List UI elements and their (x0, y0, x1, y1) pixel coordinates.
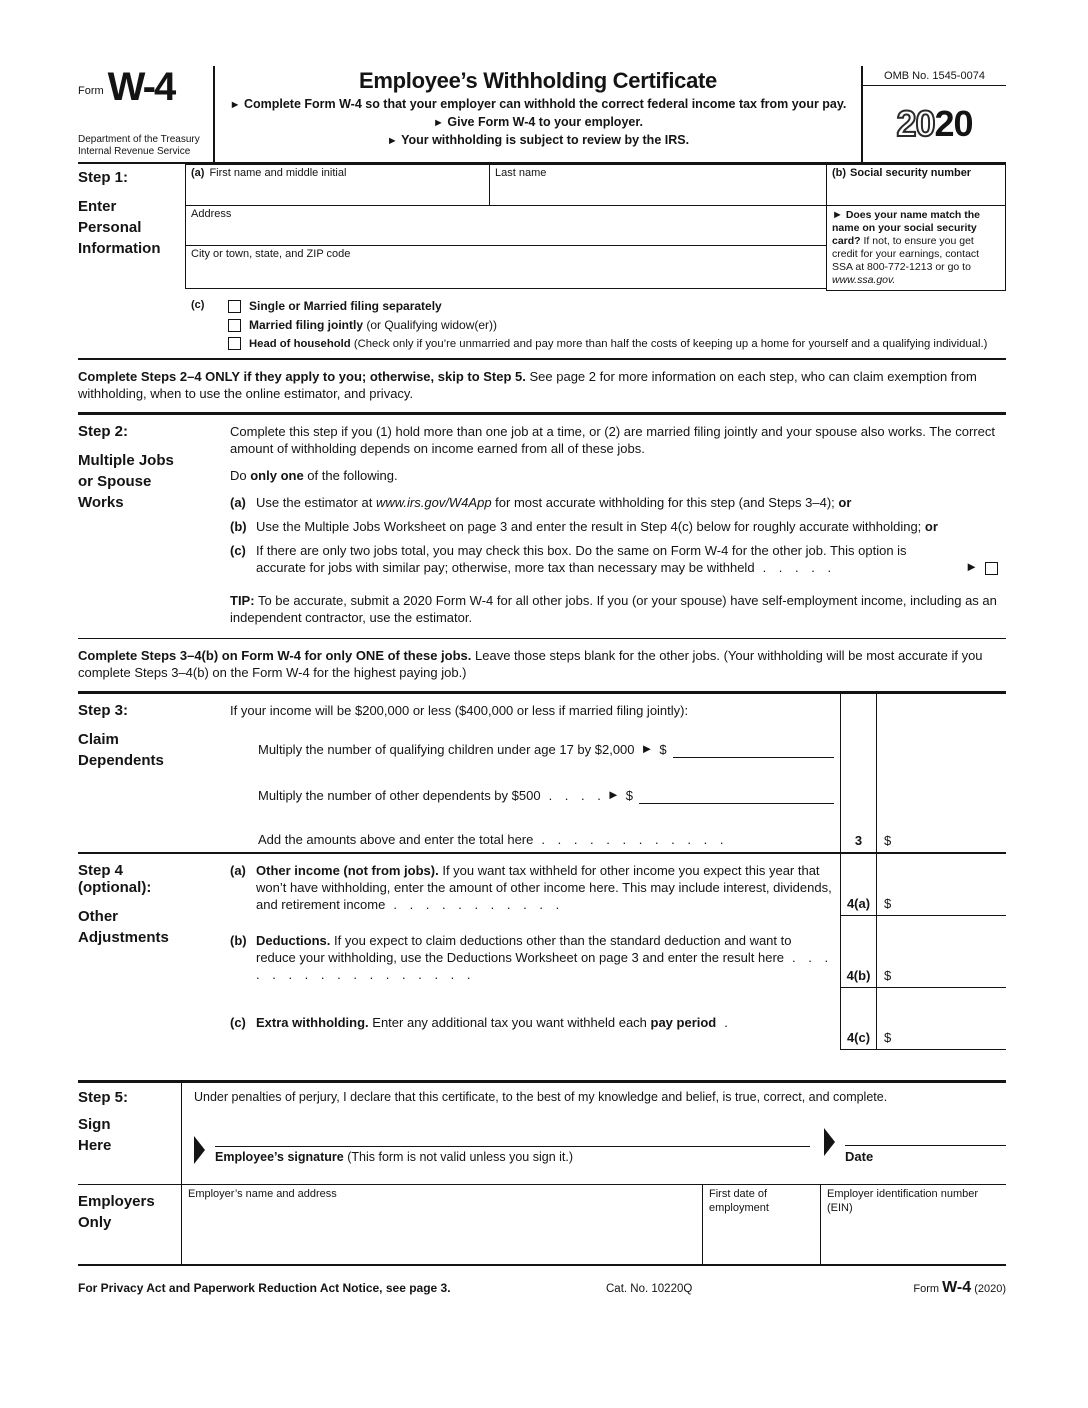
employee-signature-field[interactable] (215, 1129, 810, 1147)
dept-treasury: Department of the Treasury (78, 134, 200, 145)
ein-label: Employer identification number (EIN) (827, 1188, 979, 1214)
dot-leader: . . . . . (762, 560, 832, 575)
row-number-cell (840, 694, 876, 726)
year-bold: 20 (934, 103, 973, 144)
signature-caption-rest: (This form is not valid unless you sign it.) (343, 1150, 573, 1164)
step2-heading: Step 2: (78, 423, 129, 440)
amount-cell (876, 726, 1006, 772)
steps34-notice (78, 639, 1006, 691)
row-number-cell (840, 772, 876, 814)
arrow-right-icon: ► (229, 99, 241, 111)
last-name-label: Last name (495, 167, 547, 179)
address-label: Address (191, 208, 232, 220)
arrow-right-icon: ► (965, 559, 978, 574)
item-a-post: for most accurate withholding for this step (and Steps 3–4); (491, 495, 839, 510)
form-title-block (215, 66, 861, 162)
step2-do-one (230, 467, 1006, 484)
signature-arrow-icon (194, 1136, 205, 1164)
step2-label (78, 415, 230, 638)
ssn-field[interactable] (826, 164, 1006, 206)
page-title: Employee’s Withholding Certificate (359, 68, 717, 93)
arrow-right-icon: ► (386, 135, 398, 147)
signature-caption-bold: Employee’s signature (215, 1150, 344, 1164)
item-b-or: or (924, 519, 938, 534)
dot-leader: . . . . (548, 788, 601, 803)
filing-option-label-rest: (Check only if you’re unmarried and pay more than half the costs of keeping up a home for yourself and a qualifying individual.) (350, 337, 988, 350)
step3-heading: Step 3: (78, 702, 129, 719)
employers-only-label-col (78, 1185, 182, 1264)
tag-a: (a) (230, 495, 246, 510)
filing-option-label: Head of household (249, 337, 351, 350)
year-outline: 20 (896, 103, 935, 144)
married-jointly-checkbox[interactable] (228, 319, 241, 332)
first-date-employment-label: First date of employment (709, 1188, 769, 1214)
item-a-bold: Other income (not from jobs). (256, 863, 439, 878)
steps24-notice-rest: See page 2 for more information on each step, who can claim exemption from withholding, when to use the online estimator, and privacy. (78, 369, 977, 401)
do-pre: Do (230, 468, 251, 483)
catalog-number: Cat. No. 10220Q (606, 1283, 693, 1295)
tag-b: (b) (230, 519, 247, 534)
step2-item-c (230, 542, 1006, 576)
first-date-employment-field[interactable] (702, 1185, 820, 1264)
step4-subheading: Other Adjustments (78, 908, 169, 946)
step4-item-b (230, 932, 834, 983)
step1-heading: Step 1: (78, 169, 129, 186)
two-jobs-checkbox[interactable] (985, 562, 998, 575)
date-arrow-icon (824, 1128, 835, 1156)
step5-label (78, 1083, 182, 1184)
step5-subheading: Sign Here (78, 1116, 112, 1154)
employers-only-label: Employers Only (78, 1193, 155, 1231)
address-field[interactable] (185, 205, 827, 246)
step3-body (230, 694, 1006, 852)
step1-fields (185, 164, 1006, 358)
first-name-field[interactable] (185, 164, 490, 206)
item-a-rest: If you want tax withheld for other income you expect this year that won’t have withholding, enter the amount of other income here. This may include interest, dividends, and retirement income (256, 863, 832, 912)
step5-section (78, 1080, 1006, 1184)
line3-amount-field[interactable] (876, 814, 1006, 852)
dollar-sign: $ (884, 968, 892, 983)
item-c-text: If there are only two jobs total, you may check this box. Do the same on Form W-4 for the other job. This option is accurate for jobs with similar pay; otherwise, more tax than necessary may be withheld (256, 543, 907, 575)
tip-rest: To be accurate, submit a 2020 Form W-4 for all other jobs. If you (or your spouse) have self-employment income, including as an independent contractor, use the estimator. (230, 593, 997, 625)
w4-form-page (78, 66, 1006, 1297)
footer-form-number: W-4 (942, 1279, 972, 1296)
omb-year-block (861, 66, 1006, 162)
line4a-amount-field[interactable] (876, 854, 1006, 916)
filing-option-single (228, 299, 1006, 313)
footer-form-word: Form (913, 1283, 940, 1295)
step4-heading: Step 4 (78, 862, 124, 879)
item-c-bold2: pay period (650, 1015, 717, 1030)
filing-option-label: Married filing jointly (249, 318, 364, 332)
ein-field[interactable] (820, 1185, 1006, 1264)
step4-optional: (optional): (78, 879, 152, 896)
step5-heading: Step 5: (78, 1089, 129, 1106)
other-dependents-line (258, 786, 834, 804)
item-a-or: or (838, 495, 852, 510)
dollar-sign: $ (884, 896, 892, 911)
arrow-right-icon: ► (832, 209, 843, 221)
line4b-amount-field[interactable] (876, 916, 1006, 988)
qualifying-children-line (258, 740, 834, 758)
step4-item-c (230, 1014, 834, 1031)
step4-body (230, 854, 1006, 1050)
step2-item-a (230, 494, 1006, 511)
date-field[interactable] (845, 1128, 1006, 1146)
steps24-notice-bold: Complete Steps 2–4 ONLY if they apply to you; otherwise, skip to Step 5. (78, 369, 526, 384)
tag-b: (b) (230, 933, 247, 948)
privacy-act-notice: For Privacy Act and Paperwork Reduction Act Notice, see page 3. (78, 1281, 451, 1295)
step2-section (78, 415, 1006, 638)
item-b-text: Use the Multiple Jobs Worksheet on page 3 and enter the result in Step 4(c) below for roughly accurate withholding; (256, 519, 925, 534)
total-text: Add the amounts above and enter the total here (258, 832, 534, 847)
arrow-right-icon: ► (606, 787, 620, 802)
tag-a: (a) (191, 167, 205, 179)
line4c-amount-field[interactable] (876, 988, 1006, 1050)
step1-section (78, 162, 1006, 358)
first-name-label: First name and middle initial (209, 167, 347, 179)
filing-option-label: Single or Married filing separately (249, 299, 442, 313)
item-a-pre: Use the estimator at (256, 495, 376, 510)
other-dependents-text: Multiply the number of other dependents by $500 (258, 788, 541, 803)
city-state-zip-field[interactable] (185, 245, 827, 289)
dollar-sign: $ (884, 833, 892, 848)
ssn-note-rest: If not, to ensure you get credit for your earnings, contact SSA at 800-772-1213 or go to (832, 235, 980, 273)
filing-option-label-rest: (or Qualifying widow(er)) (363, 318, 498, 332)
tag-b: (b) (832, 167, 847, 179)
step3-subheading: Claim Dependents (78, 731, 164, 769)
step3-intro: If your income will be $200,000 or less ($400,000 or less if married filing jointly): (230, 703, 689, 718)
omb-number: OMB No. 1545-0074 (863, 66, 1006, 86)
dot-leader: . . . . . . . . . . . (393, 897, 560, 912)
step4-section (78, 854, 1006, 1050)
qualifying-children-text: Multiply the number of qualifying children under age 17 by $2,000 (258, 742, 635, 757)
tip-bold: TIP: (230, 593, 255, 608)
head-of-household-checkbox[interactable] (228, 337, 241, 350)
amount-cell (876, 772, 1006, 814)
filing-option-head-of-household (228, 337, 1006, 350)
item-c-rest: Enter any additional tax you want withheld each (368, 1015, 651, 1030)
dot-leader: . . . . . . . . . . . . . . . . . (256, 950, 829, 982)
filing-option-married-jointly (228, 318, 1006, 332)
tag-c: (c) (230, 1015, 246, 1030)
filing-status-group (185, 291, 1006, 358)
item-b-bold: Deductions. (256, 933, 331, 948)
steps24-notice (78, 360, 1006, 412)
dollar-sign: $ (659, 742, 667, 757)
dollar-sign: $ (884, 1030, 892, 1045)
step1-label (78, 164, 185, 358)
children-amount-field[interactable] (673, 744, 834, 758)
form-number: W-4 (107, 65, 175, 109)
form-word: Form (78, 85, 104, 97)
tag-c: (c) (191, 299, 205, 311)
city-label: City or town, state, and ZIP code (191, 248, 351, 260)
tag-c: (c) (230, 543, 246, 558)
ssn-label: Social security number (850, 167, 972, 179)
header-bullet-1: Complete Form W-4 so that your employer can withhold the correct federal income tax from your pay. (243, 97, 847, 111)
amount-cell (876, 694, 1006, 726)
single-checkbox[interactable] (228, 300, 241, 313)
step2-paragraph: Complete this step if you (1) hold more than one job at a time, or (2) are married filing jointly and your spouse also works. The correct amount of withholding depends on income earned from all of these jobs. (230, 424, 995, 456)
row-number-3: 3 (840, 814, 876, 852)
item-c-bold: Extra withholding. (256, 1015, 369, 1030)
arrow-right-icon: ► (433, 117, 444, 129)
footer-form-year: (2020) (974, 1283, 1006, 1295)
date-label: Date (845, 1149, 874, 1164)
row-number-4b: 4(b) (840, 916, 876, 988)
arrow-right-icon: ► (640, 741, 654, 756)
ssn-match-note (826, 205, 1006, 291)
steps34-notice-rest: Leave those steps blank for the other jobs. (Your withholding will be most accurate if you complete Steps 3–4(b) on the Form W-4 for the highest paying job.) (78, 648, 983, 680)
perjury-declaration: Under penalties of perjury, I declare that this certificate, to the best of my knowledge and belief, is true, correct, and complete. (194, 1090, 888, 1104)
dept-irs: Internal Revenue Service (78, 146, 191, 157)
employer-name-address-label: Employer’s name and address (188, 1188, 337, 1200)
form-id-block (78, 66, 215, 162)
row-number-4a: 4(a) (840, 854, 876, 916)
item-b-rest: If you expect to claim deductions other than the standard deduction and want to reduce your withholding, use the Deductions Worksheet on page 3 and enter the result here (256, 933, 792, 965)
employers-only-section (78, 1184, 1006, 1266)
step2-item-b (230, 518, 1006, 535)
step4-item-a (230, 862, 834, 913)
form-header (78, 66, 1006, 162)
tag-a: (a) (230, 863, 246, 878)
do-post: of the following. (303, 468, 398, 483)
step1-subheading: Enter Personal Information (78, 198, 161, 257)
do-bold: only one (250, 468, 304, 483)
employer-name-address-field[interactable] (182, 1185, 702, 1264)
ssa-link[interactable]: www.ssa.gov. (832, 274, 896, 286)
dot-leader: . . . . . . . . . . . . (541, 832, 724, 847)
step3-label (78, 694, 230, 852)
header-bullet-3: Your withholding is subject to review by the IRS. (401, 133, 690, 147)
step2-tip (230, 592, 1006, 626)
step2-subheading: Multiple Jobs or Spouse Works (78, 452, 174, 511)
row-number-4c: 4(c) (840, 988, 876, 1050)
footer-form-id (846, 1279, 1006, 1297)
dot-leader: . (724, 1015, 728, 1030)
last-name-field[interactable] (489, 164, 827, 206)
tax-year (863, 86, 1006, 162)
step4-label (78, 854, 230, 1050)
estimator-link[interactable]: www.irs.gov/W4App (375, 495, 492, 510)
page-footer (78, 1279, 1006, 1297)
step3-section (78, 694, 1006, 852)
step5-body (182, 1083, 1006, 1184)
header-bullet-2: Give Form W-4 to your employer. (447, 115, 643, 129)
ssn-note-bold: Does your name match the name on your social security card? (832, 209, 981, 247)
dollar-sign: $ (625, 788, 633, 803)
total-line (258, 814, 840, 852)
step2-body (230, 415, 1006, 638)
signature-caption (215, 1147, 810, 1164)
steps34-notice-bold: Complete Steps 3–4(b) on Form W-4 for only ONE of these jobs. (78, 648, 472, 663)
row-number-cell (840, 726, 876, 772)
other-dependents-amount-field[interactable] (639, 790, 834, 804)
